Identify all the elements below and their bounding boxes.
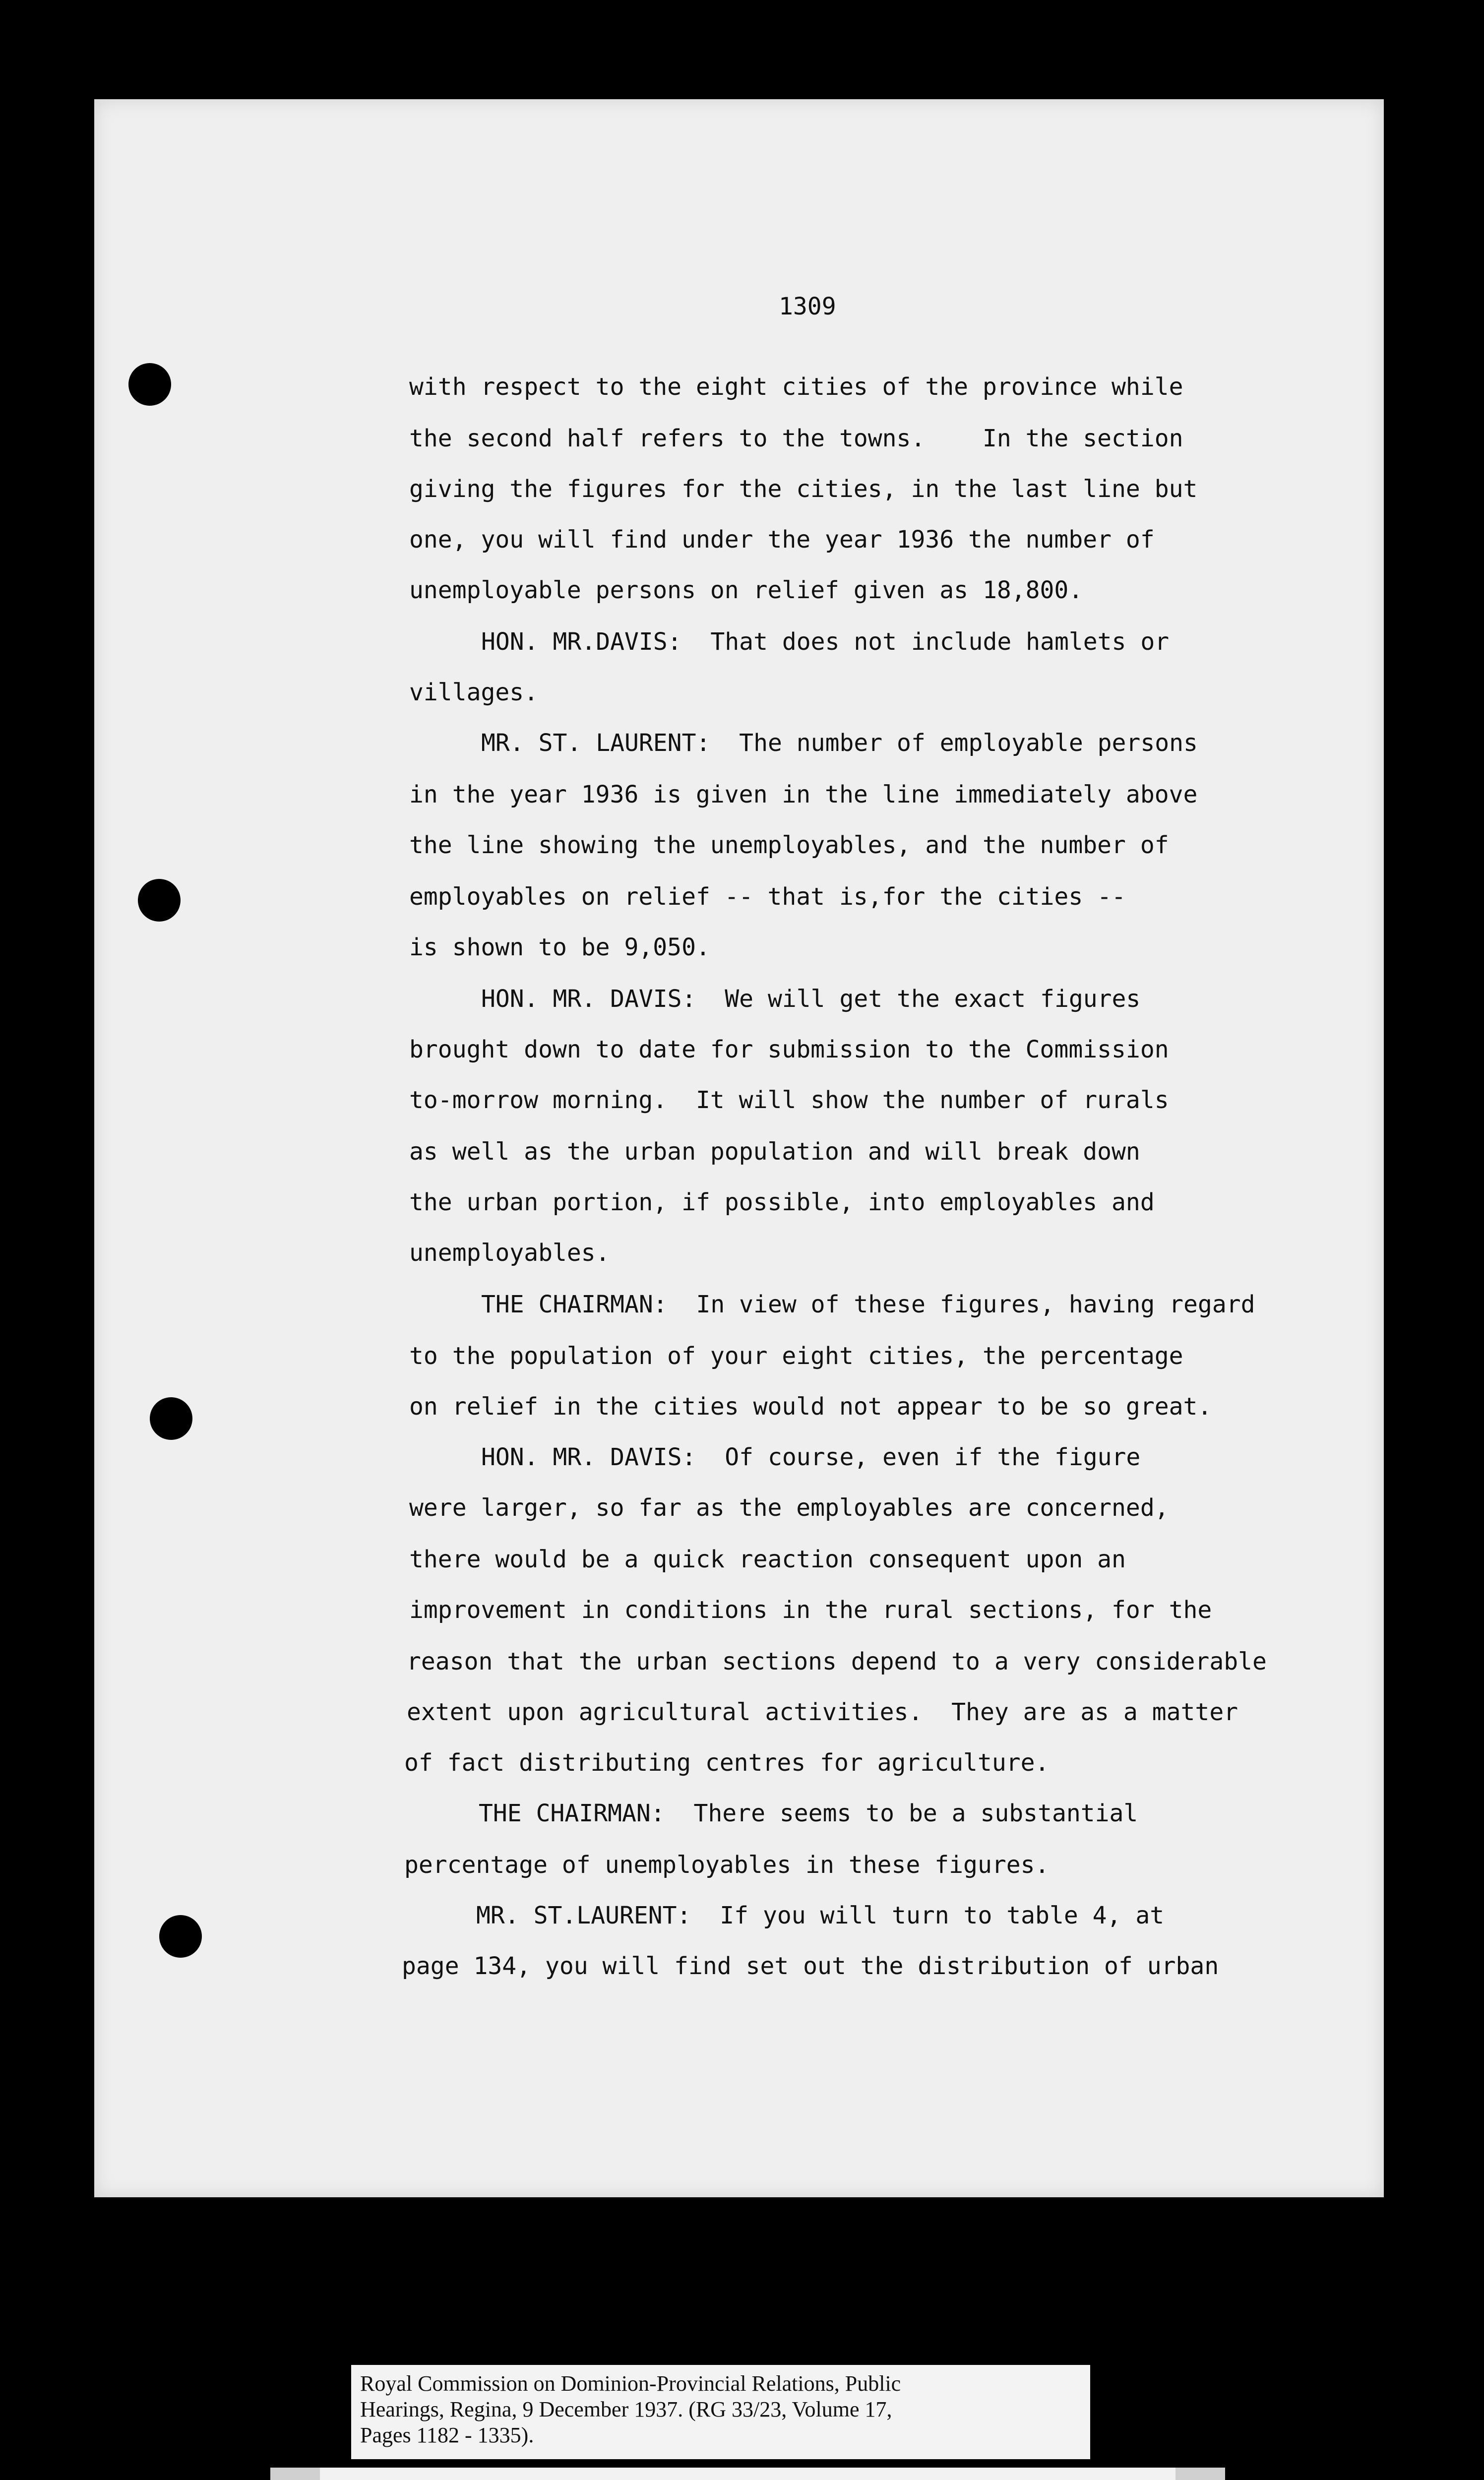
text-line: page 134, you will find set out the distribution of urban — [402, 1952, 1219, 1980]
text-line: brought down to date for submission to the Commission — [409, 1036, 1169, 1063]
speaker-line: HON. MR. DAVIS: We will get the exact figures — [481, 985, 1141, 1013]
text-line: employables on relief -- that is,for the cities -- — [409, 883, 1126, 911]
text-line: improvement in conditions in the rural sections, for the — [409, 1596, 1212, 1624]
text-line: extent upon agricultural activities. They are as a matter — [407, 1698, 1238, 1726]
speaker-line: THE CHAIRMAN: In view of these figures, having regard — [481, 1291, 1255, 1318]
punch-hole-2 — [138, 879, 181, 922]
text-line: with respect to the eight cities of the province while — [409, 373, 1183, 401]
text-line: to the population of your eight cities, the percentage — [409, 1342, 1183, 1370]
speaker-line: HON. MR.DAVIS: That does not include hamlets or — [481, 628, 1170, 656]
text-line: as well as the urban population and will break down — [409, 1138, 1140, 1166]
text-line: on relief in the cities would not appear to be so great. — [409, 1393, 1212, 1421]
page-number: 1309 — [779, 293, 836, 320]
text-line: the urban portion, if possible, into employables and — [409, 1188, 1155, 1216]
caption-line: Royal Commission on Dominion-Provincial Relations, Public — [360, 2371, 901, 2396]
speaker-line: MR. ST.LAURENT: If you will turn to table 4, at — [476, 1902, 1165, 1929]
caption-line: Hearings, Regina, 9 December 1937. (RG 33/23, Volume 17, — [360, 2397, 892, 2421]
text-line: there would be a quick reaction consequent upon an — [409, 1546, 1126, 1573]
punch-hole-4 — [159, 1915, 202, 1958]
speaker-line: THE CHAIRMAN: There seems to be a substantial — [479, 1799, 1138, 1827]
speaker-line: HON. MR. DAVIS: Of course, even if the figure — [481, 1443, 1141, 1471]
text-line: the line showing the unemployables, and the number of — [409, 831, 1169, 859]
text-line: to-morrow morning. It will show the number of rurals — [409, 1086, 1169, 1114]
text-line: in the year 1936 is given in the line immediately above — [409, 781, 1198, 808]
text-line: is shown to be 9,050. — [409, 933, 710, 961]
text-line: percentage of unemployables in these figures. — [404, 1851, 1050, 1879]
text-line: of fact distributing centres for agriculture. — [404, 1749, 1050, 1777]
text-line: were larger, so far as the employables are concerned, — [409, 1494, 1169, 1522]
punch-hole-3 — [150, 1397, 192, 1440]
stamp-edge-left — [270, 2468, 320, 2480]
archives-stamp — [270, 2468, 1225, 2480]
text-line: the second half refers to the towns. In the section — [409, 425, 1183, 452]
text-line: unemployable persons on relief given as 18,800. — [409, 576, 1083, 604]
text-line: villages. — [409, 679, 539, 706]
text-line: one, you will find under the year 1936 the number of — [409, 526, 1155, 554]
stamp-edge-right — [1175, 2468, 1225, 2480]
caption-line: Pages 1182 - 1335). — [360, 2423, 534, 2447]
text-line: giving the figures for the cities, in the last line but — [409, 475, 1198, 503]
archive-caption — [351, 2365, 1090, 2459]
punch-hole-1 — [128, 363, 171, 406]
speaker-line: MR. ST. LAURENT: The number of employable persons — [481, 729, 1198, 757]
text-line: unemployables. — [409, 1239, 610, 1267]
text-line: reason that the urban sections depend to a very considerable — [407, 1648, 1267, 1675]
